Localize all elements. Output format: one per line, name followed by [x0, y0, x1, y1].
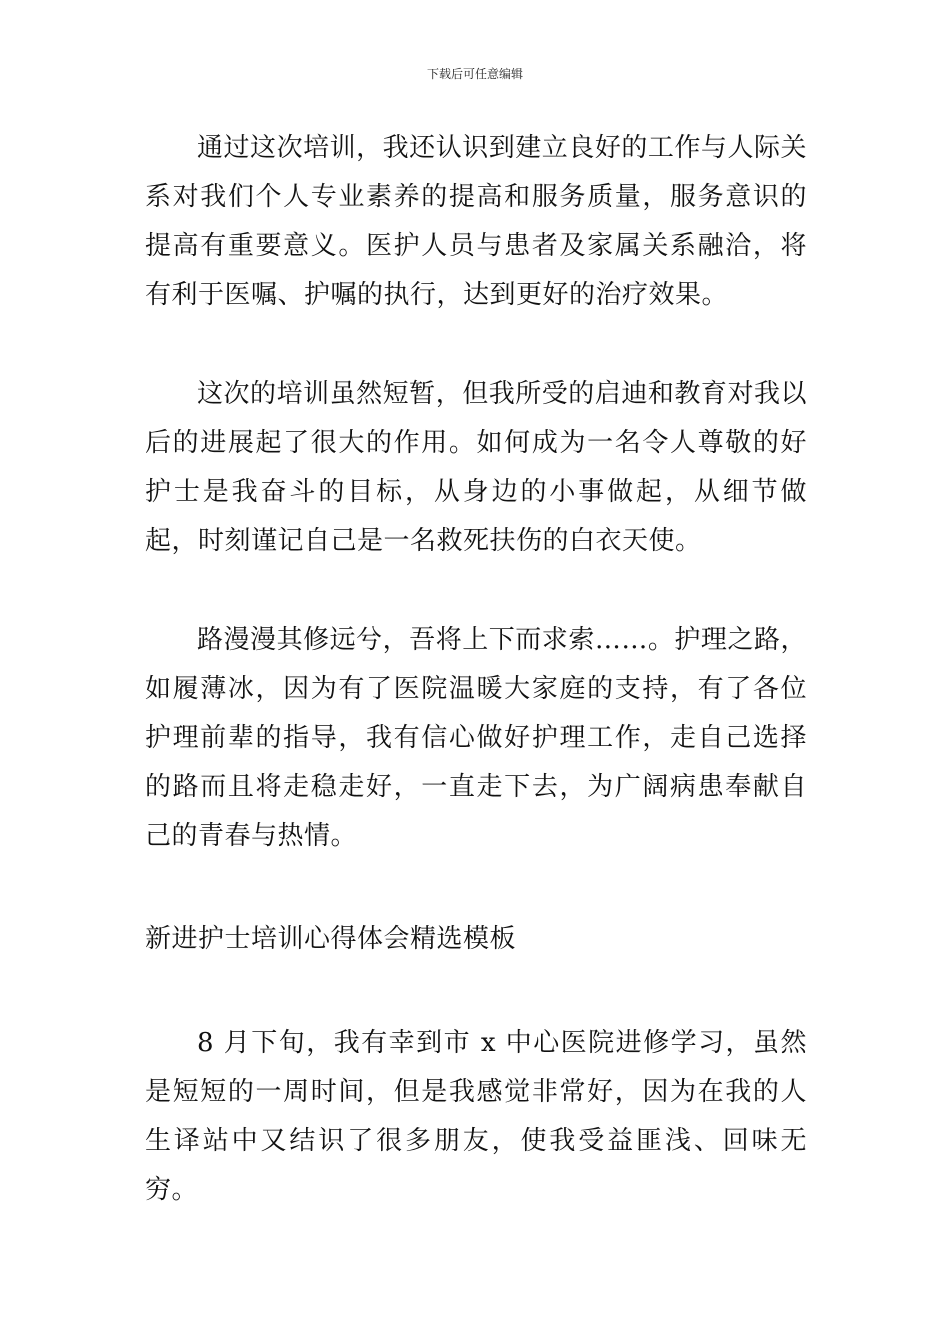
document-body — [145, 124, 807, 1215]
paragraph-3: 路漫漫其修远兮，吾将上下而求索……。护理之路，如履薄冰，因为有了医院温暖大家庭的支持，有了各位护理前辈的指导，我有信心做好护理工作，走自己选择的路而且将走稳走好，一直走下去，为广阔病患奉献自己的青春与热情。 — [145, 625, 807, 851]
paragraph-spacer — [145, 861, 807, 915]
paragraph-spacer — [145, 566, 807, 616]
paragraph-2: 这次的培训虽然短暂，但我所受的启迪和教育对我以后的进展起了很大的作用。如何成为一名令人尊敬的好护士是我奋斗的目标，从身边的小事做起，从细节做起，时刻谨记自己是一名救死扶伤的白衣天使。 — [145, 379, 807, 556]
paragraph-1: 通过这次培训，我还认识到建立良好的工作与人际关系对我们个人专业素养的提高和服务质量，服务意识的提高有重要意义。医护人员与患者及家属关系融洽，将有利于医嘱、护嘱的执行，达到更好的治疗效果。 — [145, 133, 807, 310]
paragraph-spacer — [145, 964, 807, 1019]
paragraph-4: 8 月下旬，我有幸到市 x 中心医院进修学习，虽然是短短的一周时间，但是我感觉非常好，因为在我的人生译站中又结识了很多朋友，使我受益匪浅、回味无穷。 — [145, 1028, 807, 1205]
paragraph-spacer — [145, 320, 807, 370]
section-heading: 新进护士培训心得体会精选模板 — [145, 924, 517, 954]
page-header: 下载后可任意编辑 — [426, 67, 523, 81]
